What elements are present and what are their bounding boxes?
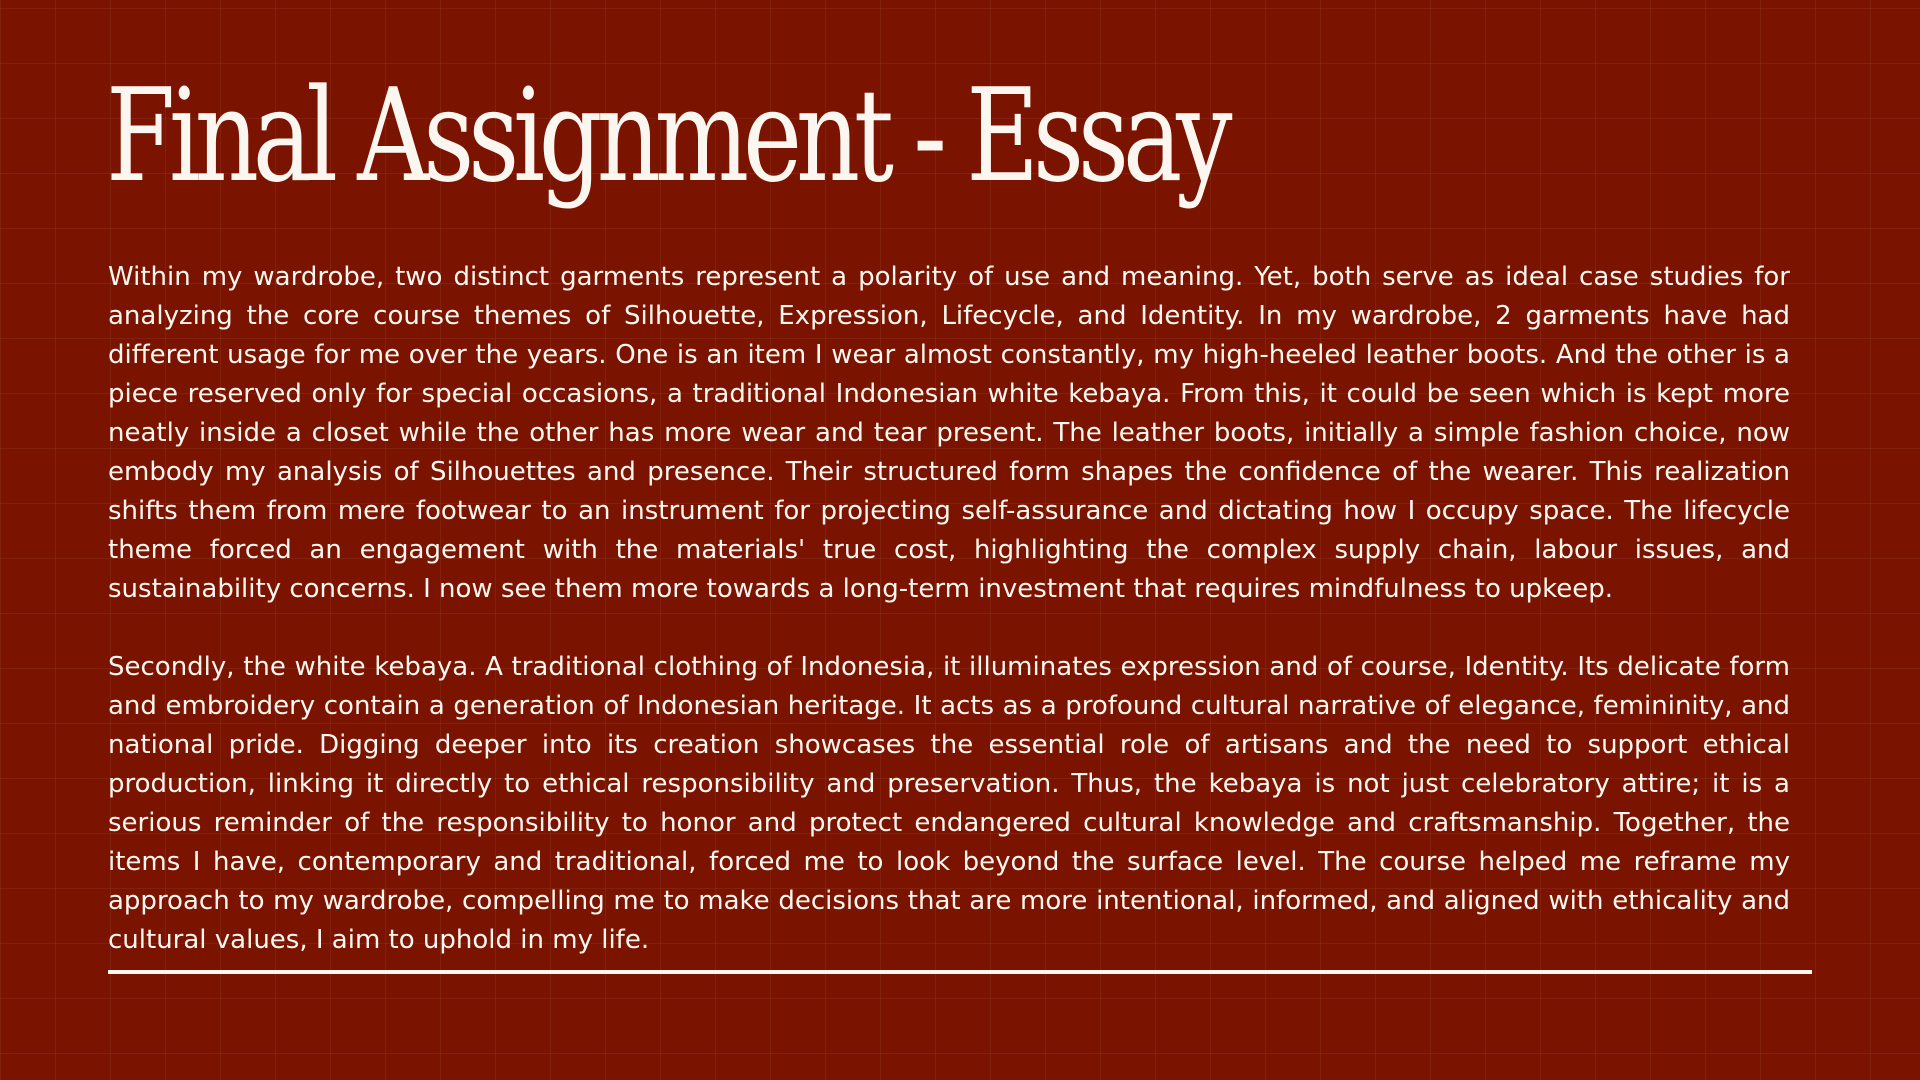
bottom-divider [108, 970, 1812, 974]
essay-paragraph-2: Secondly, the white kebaya. A traditional clothing of Indonesia, it illuminates expression and of course, Identity. Its delicate form and embroidery contain a generation of Indonesian heritage. It acts as a profound cultural narrative of elegance, femininity, and national pride. Digging deeper into its creation showcases the essential role of artisans and the need to support ethical production, linking it directly to ethical responsibility and preservation. Thus, the kebaya is not just celebratory attire; it is a serious reminder of the responsibility to honor and protect endangered cultural knowledge and craftsmanship. Together, the items I have, contemporary and traditional, forced me to look beyond the surface level. The course helped me reframe my approach to my wardrobe, compelling me to make decisions that are more intentional, informed, and aligned with ethicality and cultural values, I aim to uphold in my life. [108, 652, 1790, 955]
slide-title: Final Assignment - Essay [106, 62, 1227, 211]
essay-body [108, 258, 1790, 960]
essay-paragraph-1: Within my wardrobe, two distinct garments represent a polarity of use and meaning. Yet, both serve as ideal case studies for analyzing the core course themes of Silhouette, Expression, Lifecycle, and Identity. In my wardrobe, 2 garments have had different usage for me over the years. One is an item I wear almost constantly, my high-heeled leather boots. And the other is a piece reserved only for special occasions, a traditional Indonesian white kebaya. From this, it could be seen which is kept more neatly inside a closet while the other has more wear and tear present. The leather boots, initially a simple fashion choice, now embody my analysis of Silhouettes and presence. Their structured form shapes the confidence of the wearer. This realization shifts them from mere footwear to an instrument for projecting self-assurance and dictating how I occupy space. The lifecycle theme forced an engagement with the materials' true cost, highlighting the complex supply chain, labour issues, and sustainability concerns. I now see them more towards a long-term investment that requires mindfulness to upkeep. [108, 262, 1790, 604]
